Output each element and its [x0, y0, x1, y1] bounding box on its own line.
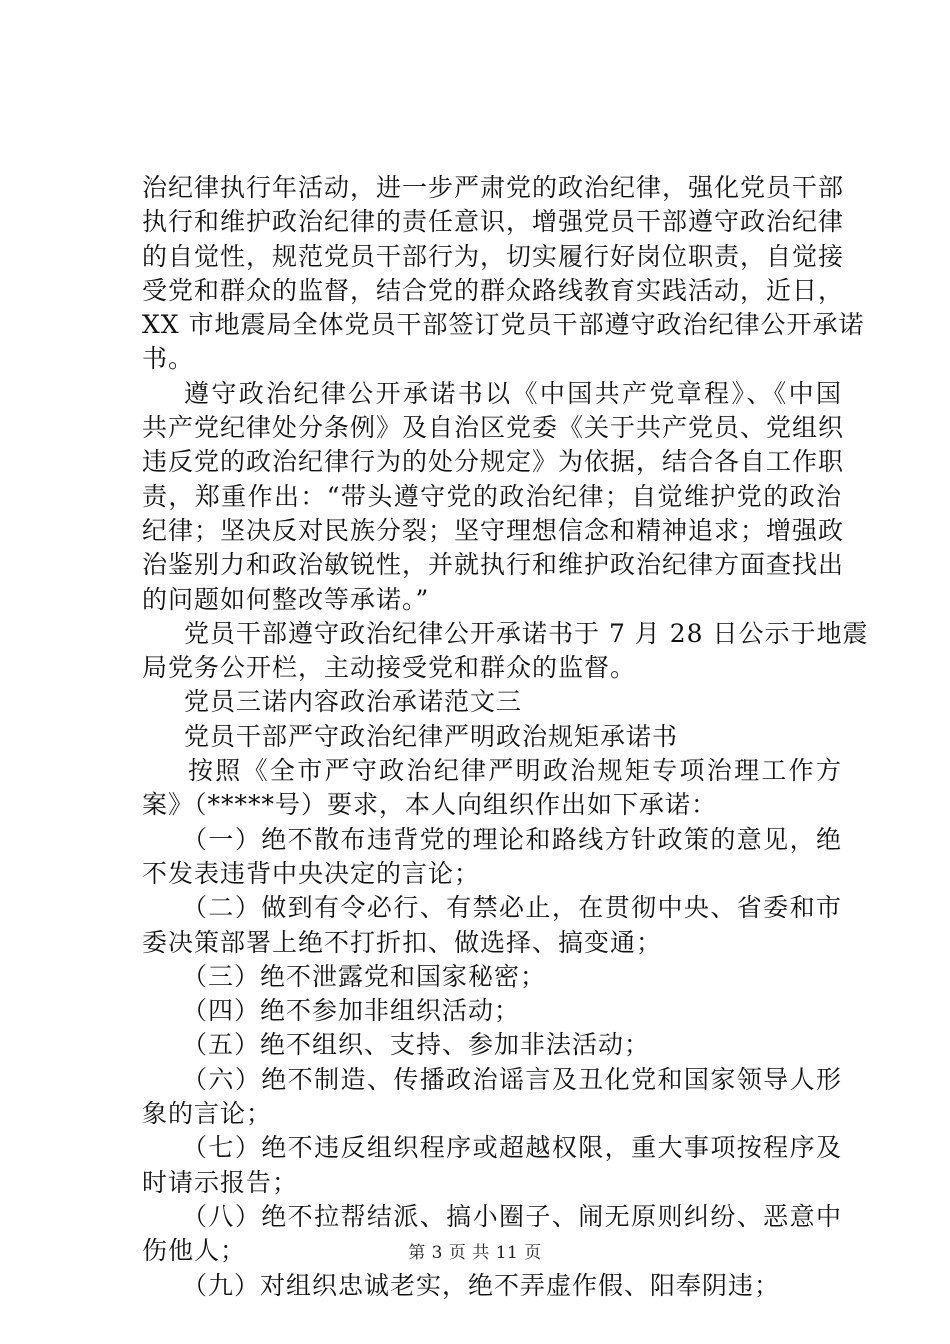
text-line: 案》（*****号）要求，本人向组织作出如下承诺：	[142, 790, 718, 820]
pledge-item: （八）绝不拉帮结派、搞小圈子、闹无原则纠纷、恶意中	[182, 1201, 842, 1231]
text-line: 责，郑重作出：“带头遵守党的政治纪律；自觉维护党的政治	[142, 481, 842, 511]
pledge-item: （七）绝不违反组织程序或超越权限，重大事项按程序及	[182, 1133, 842, 1163]
text-line: 违反党的政治纪律行为的处分规定》为依据，结合各自工作职	[142, 447, 845, 477]
text-line: 伤他人；	[142, 1236, 247, 1266]
text-line: 治纪律执行年活动，进一步严肃党的政治纪律，强化党员干部	[142, 173, 845, 202]
text-line: 局党务公开栏，主动接受党和群众的监督。	[142, 653, 637, 683]
pledge-item: （九）对组织忠诚老实，绝不弄虚作假、阳奉阴违；	[182, 1270, 781, 1300]
text-line: 的问题如何整改等承诺。”	[142, 584, 430, 614]
text-line: 不发表违背中央决定的言论；	[142, 858, 481, 888]
pledge-item: （五）绝不组织、支持、参加非法活动；	[182, 1030, 651, 1060]
text-line: 按照《全市严守政治纪律严明政治规矩专项治理工作方	[188, 756, 842, 786]
text-line: 象的言论；	[142, 1099, 273, 1129]
text-line: 委决策部署上绝不打折扣、做选择、搞变通；	[142, 927, 663, 957]
text-line: 共产党纪律处分条例》及自治区党委《关于共产党员、党组织	[142, 413, 845, 443]
text-line: 遵守政治纪律公开承诺书以《中国共产党章程》、《中国	[184, 378, 842, 408]
document-body	[142, 171, 869, 1303]
text-line: 时请示报告；	[142, 1167, 299, 1197]
text-line: 的自觉性，规范党员干部行为，切实履行好岗位职责，自觉接	[142, 241, 845, 271]
text-line: 纪律；坚决反对民族分裂；坚守理想信念和精神追求；增强政	[142, 515, 845, 545]
pledge-item: （四）绝不参加非组织活动；	[182, 996, 521, 1026]
pledge-item: （六）绝不制造、传播政治谣言及丑化党和国家领导人形	[182, 1064, 842, 1094]
section-heading: 党员三诺内容政治承诺范文三	[184, 687, 523, 717]
document-title: 党员干部严守政治纪律严明政治规矩承诺书	[184, 721, 679, 751]
pledge-item: （一）绝不散布违背党的理论和路线方针政策的意见，绝	[182, 824, 842, 854]
text-line: 书。	[142, 344, 195, 374]
text-line: 受党和群众的监督，结合党的群众路线教育实践活动，近日，	[142, 275, 845, 305]
text-line: XX 市地震局全体党员干部签订党员干部遵守政治纪律公开承诺	[142, 310, 865, 340]
text-line: 执行和维护政治纪律的责任意识，增强党员干部遵守政治纪律	[142, 207, 845, 237]
pledge-item: （二）做到有令必行、有禁必止，在贯彻中央、省委和市	[182, 893, 842, 923]
text-line: 党员干部遵守政治纪律公开承诺书于 7 月 28 日公示于地震	[184, 618, 869, 648]
pledge-item: （三）绝不泄露党和国家秘密；	[182, 961, 547, 991]
text-line: 治鉴别力和政治敏锐性，并就执行和维护政治纪律方面查找出	[142, 550, 845, 580]
page-number-footer: 第 3 页 共 11 页	[408, 1243, 542, 1263]
